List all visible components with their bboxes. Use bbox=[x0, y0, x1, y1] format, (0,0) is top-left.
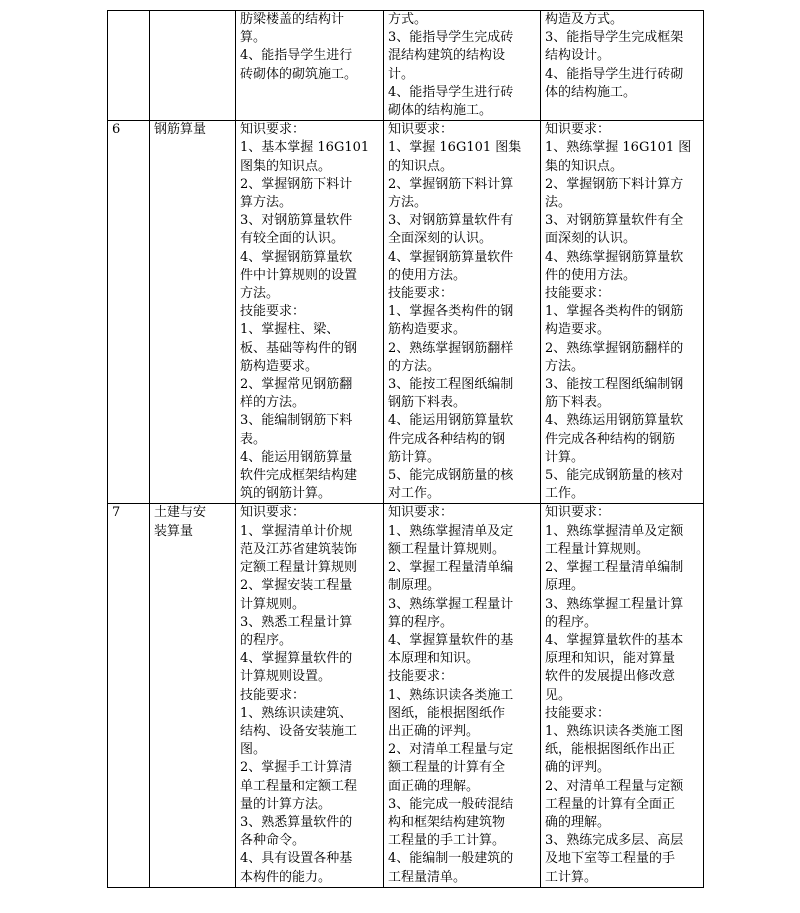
requirement-line: 5、能完成钢筋量的核对 bbox=[545, 468, 684, 484]
requirement-line: 技能要求： bbox=[240, 304, 306, 320]
requirement-line: 3、熟悉工程量计算 bbox=[240, 614, 353, 630]
requirement-line: 2、掌握手工计算清 bbox=[240, 760, 353, 776]
requirement-line: 技能要求： bbox=[545, 286, 611, 302]
requirement-line: 面正确的理解。 bbox=[388, 778, 480, 794]
requirement-line: 构造及方式。 bbox=[545, 12, 624, 27]
requirement-line: 全面深刻的认识。 bbox=[388, 231, 493, 247]
requirement-line: 3、熟悉算量软件的 bbox=[240, 814, 353, 830]
requirement-line: 算的程序。 bbox=[388, 614, 454, 630]
requirement-line: 1、掌握柱、梁、 bbox=[240, 322, 340, 338]
requirement-line: 工作。 bbox=[545, 486, 585, 502]
requirement-line: 4、掌握钢筋算量软 bbox=[240, 249, 353, 265]
requirement-line: 件的使用方法。 bbox=[545, 267, 637, 283]
requirement-line: 4、掌握算量软件的 bbox=[240, 651, 353, 667]
requirement-line: 2、掌握安装工程量 bbox=[240, 578, 353, 594]
table-row bbox=[108, 504, 704, 887]
requirement-line: 3、能编制钢筋下料 bbox=[240, 413, 353, 429]
requirement-line: 量的计算方法。 bbox=[240, 796, 332, 812]
requirement-line: 1、基本掌握 16G101 bbox=[240, 140, 370, 156]
requirement-line: 1、掌握各类构件的钢 bbox=[388, 304, 514, 320]
requirement-line: 砖砌体的砌筑施工。 bbox=[240, 66, 358, 82]
requirement-line: 4、能指导学生进行砖 bbox=[388, 84, 514, 100]
requirement-line: 3、熟练掌握工程量计算 bbox=[545, 596, 684, 612]
requirements-cell-advanced-level bbox=[541, 11, 704, 121]
requirement-line: 4、掌握算量软件的基本 bbox=[545, 632, 684, 648]
requirement-line: 本构件的能力。 bbox=[240, 869, 332, 885]
requirement-line: 定额工程量计算规则 bbox=[240, 560, 358, 576]
requirement-line: 图纸，能根据图纸作 bbox=[388, 705, 506, 721]
requirement-line: 筋下料表。 bbox=[545, 395, 611, 411]
requirement-line: 样的方法。 bbox=[240, 395, 306, 411]
requirement-line: 1、掌握清单计价规 bbox=[240, 523, 353, 539]
requirement-line: 的方法。 bbox=[388, 358, 441, 374]
requirement-line: 纸，能根据图纸作出正 bbox=[545, 742, 676, 758]
requirement-line: 算方法。 bbox=[240, 195, 293, 211]
requirement-line: 4、能指导学生进行砖砌 bbox=[545, 66, 684, 82]
requirement-line: 2、掌握工程量清单编 bbox=[388, 560, 514, 576]
requirement-line: 3、能按工程图纸编制 bbox=[388, 377, 514, 393]
requirement-line: 集的知识点。 bbox=[545, 158, 624, 174]
requirement-line: 4、熟练运用钢筋算量软 bbox=[545, 413, 684, 429]
requirement-line: 1、熟练识读建筑、 bbox=[240, 705, 353, 721]
requirements-cell-basic-level bbox=[236, 504, 384, 887]
requirement-line: 技能要求： bbox=[388, 286, 454, 302]
requirement-line: 单工程量和定额工程 bbox=[240, 778, 358, 794]
requirements-cell-intermediate-level bbox=[384, 504, 541, 887]
requirement-line: 确的理解。 bbox=[545, 814, 611, 830]
requirement-line: 计算。 bbox=[545, 449, 585, 465]
requirement-line: 5、能完成钢筋量的核 bbox=[388, 468, 514, 484]
requirement-line: 4、能运用钢筋算量 bbox=[240, 449, 353, 465]
requirement-line: 计算规则设置。 bbox=[240, 669, 332, 685]
requirement-line: 有较全面的认识。 bbox=[240, 231, 345, 247]
requirement-line: 方法。 bbox=[240, 286, 280, 302]
requirement-line: 构造要求。 bbox=[545, 322, 611, 338]
requirement-line: 4、掌握算量软件的基 bbox=[388, 632, 514, 648]
course-requirements-table bbox=[107, 10, 704, 888]
requirement-line: 工程量的手工计算。 bbox=[388, 833, 506, 849]
requirement-line: 筑的钢筋计算。 bbox=[240, 486, 332, 502]
requirements-cell-basic-level bbox=[236, 11, 384, 121]
requirement-line: 确的评判。 bbox=[545, 760, 611, 776]
requirement-line: 原理。 bbox=[545, 578, 585, 594]
requirement-line: 知识要求： bbox=[388, 505, 454, 521]
requirement-line: 1、熟练掌握清单及定 bbox=[388, 523, 514, 539]
requirement-line: 范及江苏省建筑装饰 bbox=[240, 541, 358, 557]
requirement-line: 筋构造要求。 bbox=[388, 322, 467, 338]
requirement-line: 结构设计。 bbox=[545, 48, 611, 64]
requirement-line: 3、能完成一般砖混结 bbox=[388, 796, 514, 812]
requirement-line: 构和框架结构建筑物 bbox=[388, 814, 506, 830]
requirement-line: 面深刻的认识。 bbox=[545, 231, 637, 247]
requirement-line: 3、对钢筋算量软件 bbox=[240, 213, 353, 229]
requirement-line: 肪梁楼盖的结构计 bbox=[240, 12, 345, 27]
requirement-line: 制原理。 bbox=[388, 578, 441, 594]
requirement-line: 方法。 bbox=[545, 358, 585, 374]
requirement-line: 软件完成框架结构建 bbox=[240, 468, 358, 484]
requirement-line: 3、熟练完成多层、高层 bbox=[545, 833, 684, 849]
requirement-line: 知识要求： bbox=[388, 122, 454, 138]
row-number-cell bbox=[108, 11, 150, 121]
requirement-line: 2、对清单工程量与定 bbox=[388, 742, 514, 758]
requirement-line: 知识要求： bbox=[240, 122, 306, 138]
requirements-cell-advanced-level bbox=[541, 121, 704, 504]
requirement-line: 额工程量计算规则。 bbox=[388, 541, 506, 557]
requirement-line: 的程序。 bbox=[240, 632, 293, 648]
requirement-line: 见。 bbox=[545, 687, 572, 703]
requirement-line: 知识要求： bbox=[240, 505, 306, 521]
requirement-line: 2、掌握工程量清单编制 bbox=[545, 560, 684, 576]
requirement-line: 2、掌握钢筋下料计 bbox=[240, 176, 353, 192]
requirement-line: 计。 bbox=[388, 66, 415, 82]
requirement-line: 2、掌握常见钢筋翻 bbox=[240, 377, 353, 393]
requirement-line: 出正确的评判。 bbox=[388, 723, 480, 739]
requirement-line: 体的结构施工。 bbox=[545, 84, 637, 100]
requirement-line: 知识要求： bbox=[545, 505, 611, 521]
requirement-line: 3、熟练掌握工程量计 bbox=[388, 596, 514, 612]
requirement-line: 额工程量的计算有全 bbox=[388, 760, 506, 776]
requirement-line: 工程量的计算有全面正 bbox=[545, 796, 676, 812]
requirement-line: 及地下室等工程量的手 bbox=[545, 851, 676, 867]
requirement-line: 2、掌握钢筋下料计算方 bbox=[545, 176, 684, 192]
requirement-line: 技能要求： bbox=[388, 669, 454, 685]
requirement-line: 筋计算。 bbox=[388, 449, 441, 465]
requirement-line: 原理和知识，能对算量 bbox=[545, 651, 676, 667]
requirement-line: 2、对清单工程量与定额 bbox=[545, 778, 684, 794]
requirement-line: 2、熟练掌握钢筋翻样的 bbox=[545, 340, 684, 356]
requirement-line: 件中计算规则的设置 bbox=[240, 267, 358, 283]
requirement-line: 3、能指导学生完成砖 bbox=[388, 30, 514, 46]
requirement-line: 4、能指导学生进行 bbox=[240, 48, 353, 64]
table-row bbox=[108, 121, 704, 504]
module-name-cell bbox=[150, 11, 236, 121]
requirement-line: 3、能按工程图纸编制钢 bbox=[545, 377, 684, 393]
requirement-line: 1、熟练识读各类施工 bbox=[388, 687, 514, 703]
requirement-line: 3、能指导学生完成框架 bbox=[545, 30, 684, 46]
requirement-line: 表。 bbox=[240, 431, 267, 447]
module-name-line: 装算量 bbox=[154, 523, 194, 539]
requirement-line: 筋构造要求。 bbox=[240, 358, 319, 374]
requirement-line: 件完成各种结构的钢 bbox=[388, 431, 506, 447]
requirement-line: 混结构建筑的结构设 bbox=[388, 48, 506, 64]
module-name-cell bbox=[150, 504, 236, 887]
requirement-line: 4、能编制一般建筑的 bbox=[388, 851, 514, 867]
requirement-line: 的知识点。 bbox=[388, 158, 454, 174]
requirement-line: 计算规则。 bbox=[240, 596, 306, 612]
table-row bbox=[108, 11, 704, 121]
row-number-cell: 7 bbox=[108, 504, 150, 887]
row-number-cell: 6 bbox=[108, 121, 150, 504]
requirement-line: 图。 bbox=[240, 742, 267, 758]
requirement-line: 方法。 bbox=[388, 195, 428, 211]
requirement-line: 工程量清单。 bbox=[388, 869, 467, 885]
requirement-line: 2、熟练掌握钢筋翻样 bbox=[388, 340, 514, 356]
module-name-cell bbox=[150, 121, 236, 504]
requirement-line: 件完成各种结构的钢筋 bbox=[545, 431, 676, 447]
requirement-line: 1、熟练识读各类施工图 bbox=[545, 723, 684, 739]
requirement-line: 1、掌握各类构件的钢筋 bbox=[545, 304, 684, 320]
requirement-line: 钢筋下料表。 bbox=[388, 395, 467, 411]
requirement-line: 法。 bbox=[545, 195, 572, 211]
requirement-line: 图集的知识点。 bbox=[240, 158, 332, 174]
requirement-line: 软件的发展提出修改意 bbox=[545, 669, 676, 685]
requirement-line: 4、能运用钢筋算量软 bbox=[388, 413, 514, 429]
requirement-line: 4、熟练掌握钢筋算量软 bbox=[545, 249, 684, 265]
module-name-line: 钢筋算量 bbox=[154, 122, 207, 138]
requirement-line: 工计算。 bbox=[545, 869, 598, 885]
requirement-line: 板、基础等构件的钢 bbox=[240, 340, 358, 356]
requirement-line: 技能要求： bbox=[240, 687, 306, 703]
requirement-line: 算。 bbox=[240, 30, 267, 46]
table-body bbox=[108, 11, 704, 888]
requirement-line: 方式。 bbox=[388, 12, 428, 27]
requirement-line: 各种命令。 bbox=[240, 833, 306, 849]
requirement-line: 对工作。 bbox=[388, 486, 441, 502]
requirement-line: 本原理和知识。 bbox=[388, 651, 480, 667]
requirement-line: 4、掌握钢筋算量软件 bbox=[388, 249, 514, 265]
requirement-line: 4、具有设置各种基 bbox=[240, 851, 353, 867]
requirement-line: 1、掌握 16G101 图集 bbox=[388, 140, 522, 156]
requirement-line: 工程量计算规则。 bbox=[545, 541, 650, 557]
requirement-line: 1、熟练掌握清单及定额 bbox=[545, 523, 684, 539]
requirement-line: 3、对钢筋算量软件有全 bbox=[545, 213, 684, 229]
requirement-line: 结构、设备安装施工 bbox=[240, 723, 358, 739]
module-name-line: 土建与安 bbox=[154, 505, 207, 521]
requirement-line: 砌体的结构施工。 bbox=[388, 103, 493, 119]
requirement-line: 的使用方法。 bbox=[388, 267, 467, 283]
requirement-line: 技能要求： bbox=[545, 705, 611, 721]
requirements-cell-advanced-level bbox=[541, 504, 704, 887]
requirement-line: 2、掌握钢筋下料计算 bbox=[388, 176, 514, 192]
requirement-line: 1、熟练掌握 16G101 图 bbox=[545, 140, 692, 156]
requirements-cell-basic-level bbox=[236, 121, 384, 504]
requirement-line: 知识要求： bbox=[545, 122, 611, 138]
requirements-cell-intermediate-level bbox=[384, 121, 541, 504]
requirement-line: 的程序。 bbox=[545, 614, 598, 630]
requirement-line: 3、对钢筋算量软件有 bbox=[388, 213, 514, 229]
requirements-cell-intermediate-level bbox=[384, 11, 541, 121]
